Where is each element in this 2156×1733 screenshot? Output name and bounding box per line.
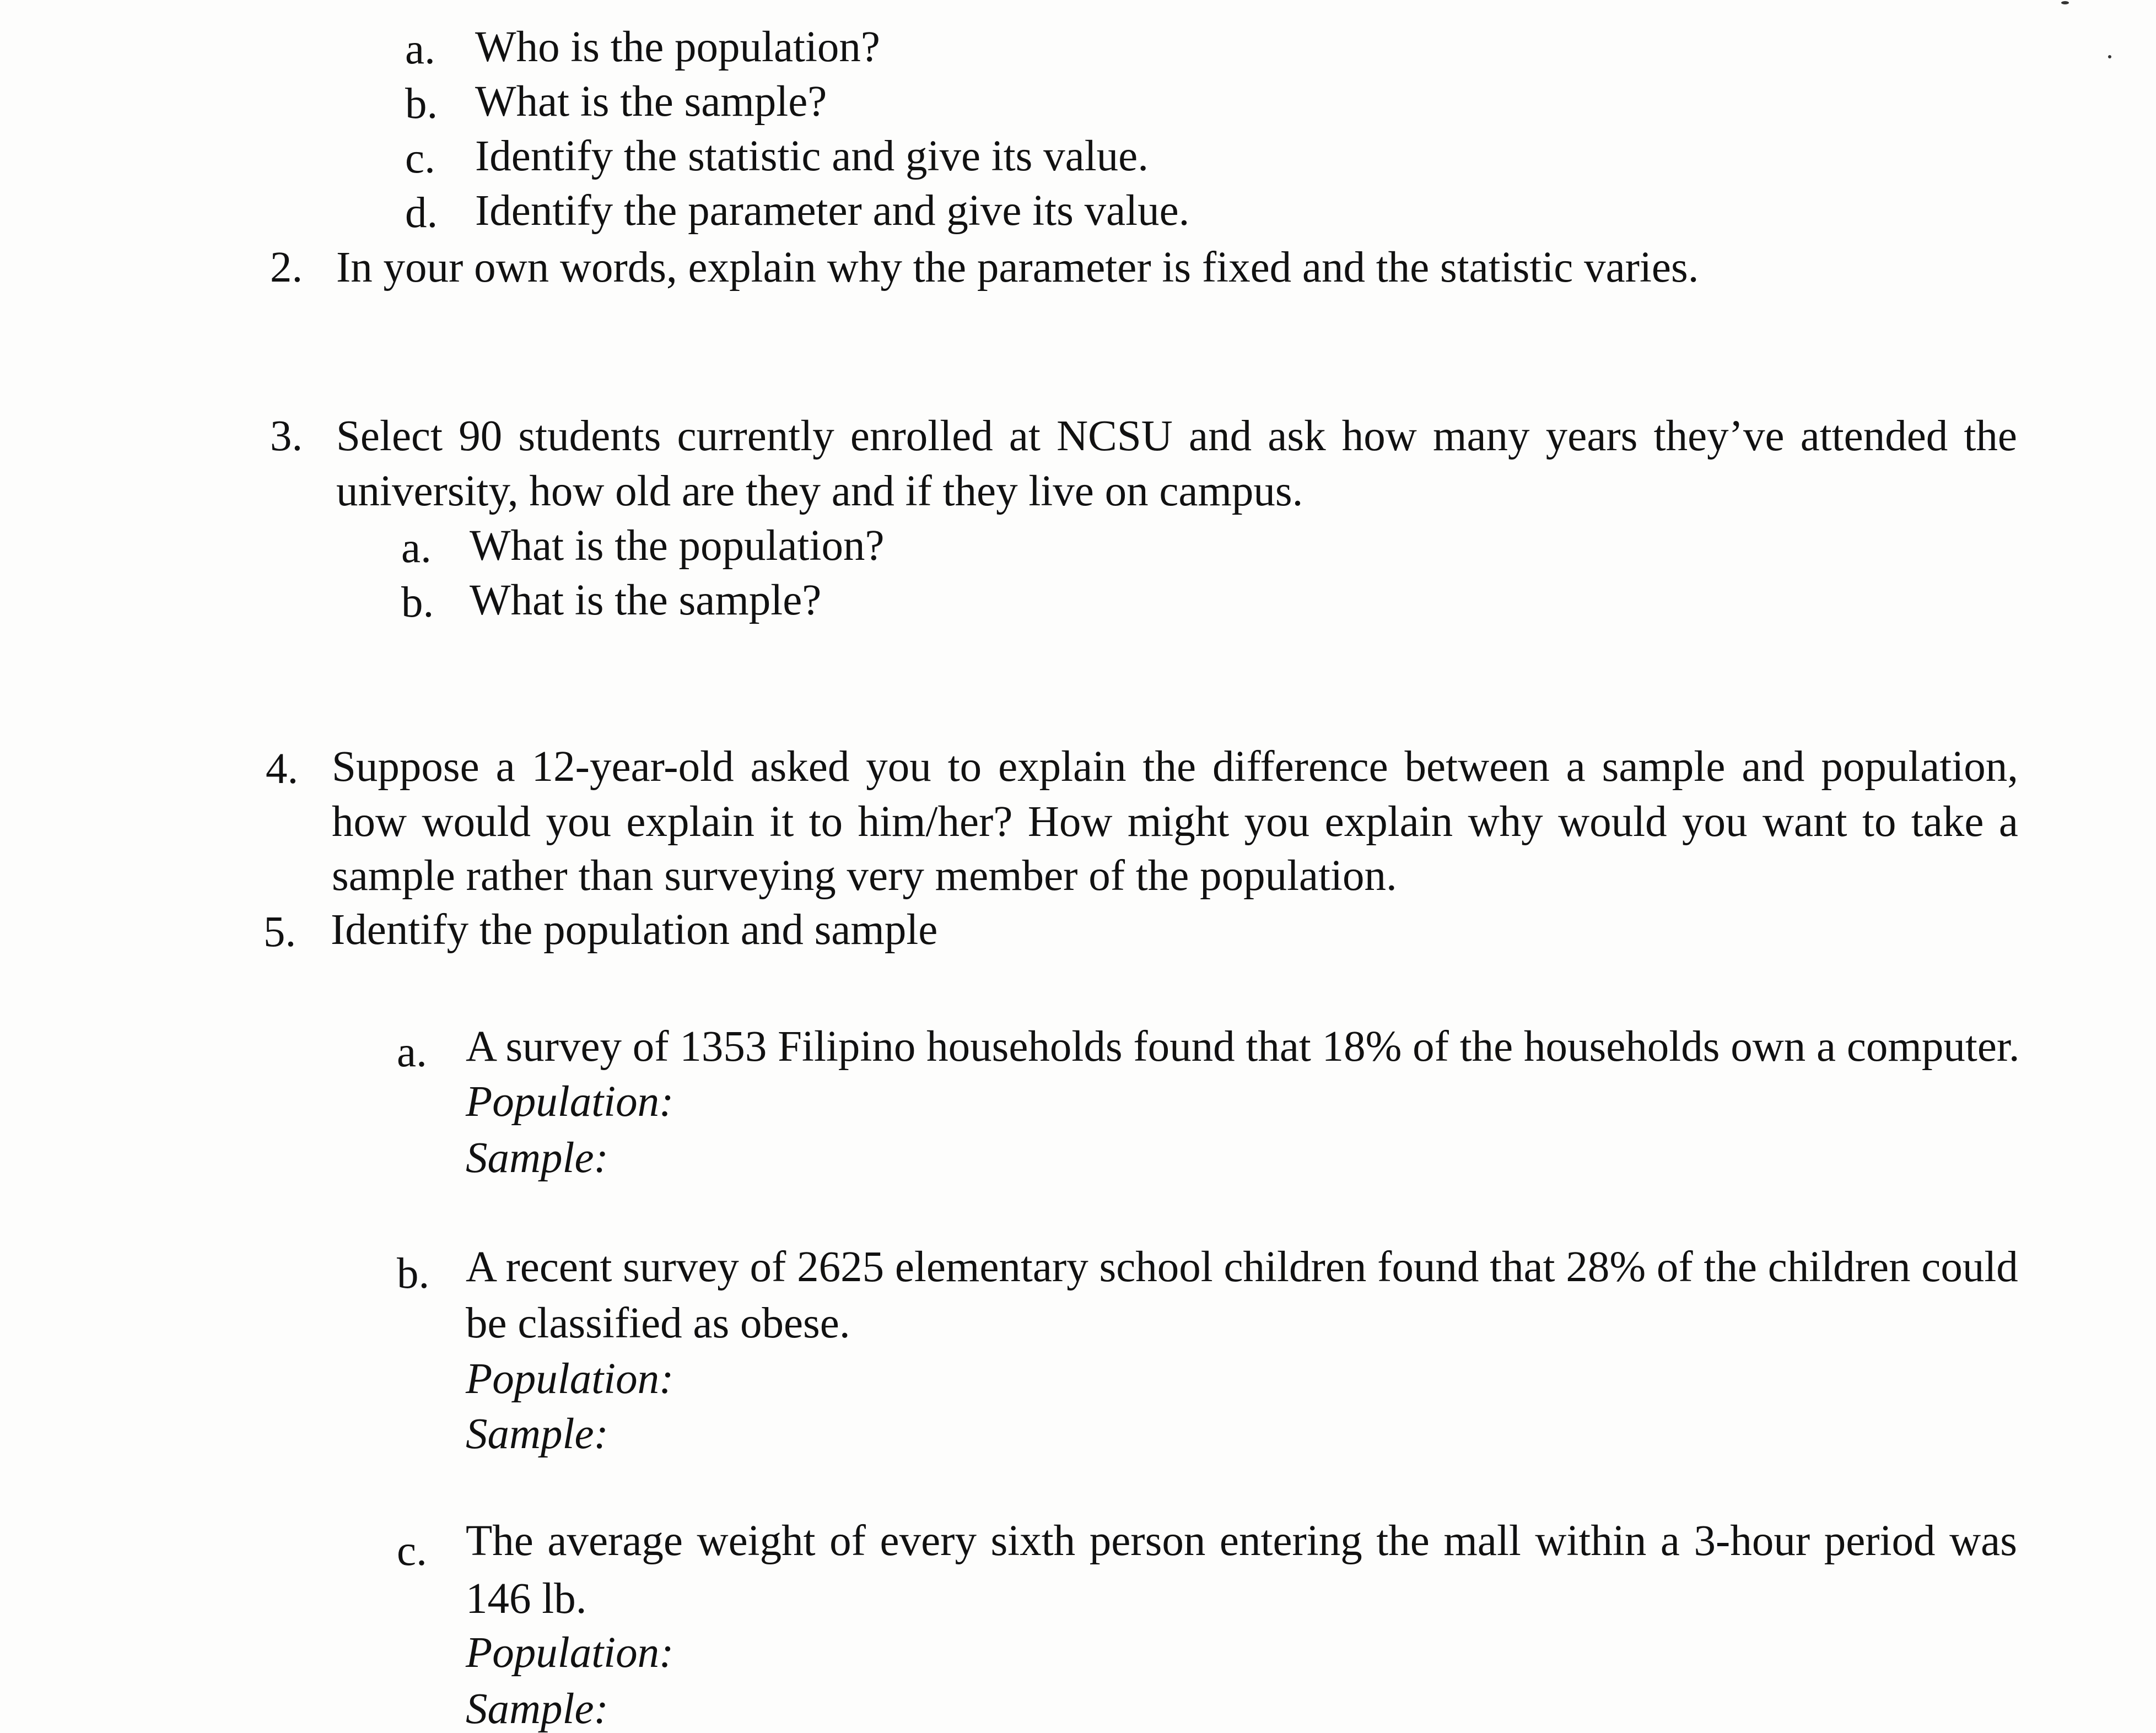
q5-item-b-line-1: A recent survey of 2625 elementary school children found that 28% of the children could bbox=[466, 1243, 2018, 1291]
q5-item-a-marker: a. bbox=[397, 1028, 427, 1076]
q5-item-b-line-2: be classified as obese. bbox=[466, 1299, 850, 1347]
q1-sub-b-marker: b. bbox=[405, 80, 438, 128]
q3-sub-b-marker: b. bbox=[401, 579, 434, 627]
q3-sub-a-marker: a. bbox=[401, 524, 432, 572]
q5-item-b-sample-label: Sample: bbox=[466, 1410, 608, 1458]
q1-sub-a-text: Who is the population? bbox=[475, 23, 880, 71]
q1-sub-c-text: Identify the statistic and give its value. bbox=[475, 132, 1149, 180]
q5-item-a-line-1: A survey of 1353 Filipino households found that 18% of the households own a computer. bbox=[466, 1023, 2020, 1071]
q5-item-c-marker: c. bbox=[397, 1527, 427, 1575]
q4-line-3: sample rather than surveying very member of the population. bbox=[332, 852, 1397, 900]
q3-sub-a-text: What is the population? bbox=[470, 522, 885, 570]
q2-text: In your own words, explain why the parameter is fixed and the statistic varies. bbox=[336, 244, 1699, 291]
q2-number: 2. bbox=[270, 244, 303, 291]
scan-speck bbox=[2061, 1, 2069, 4]
q5-item-c-sample-label: Sample: bbox=[466, 1685, 608, 1733]
q4-number: 4. bbox=[266, 745, 299, 793]
q3-line-2: university, how old are they and if they live on campus. bbox=[336, 467, 1303, 515]
q1-sub-c-marker: c. bbox=[405, 134, 435, 182]
scan-speck bbox=[2108, 55, 2111, 58]
q4-line-1: Suppose a 12-year-old asked you to explain the difference between a sample and population, bbox=[332, 743, 2018, 791]
q1-sub-a-marker: a. bbox=[405, 25, 435, 73]
q5-item-c-population-label: Population: bbox=[466, 1629, 674, 1677]
q5-item-a-sample-label: Sample: bbox=[466, 1134, 608, 1182]
q5-item-b-marker: b. bbox=[397, 1250, 430, 1298]
q3-sub-b-text: What is the sample? bbox=[470, 576, 822, 624]
q1-sub-b-text: What is the sample? bbox=[475, 78, 827, 126]
q4-line-2: how would you explain it to him/her? How might you explain why would you want to take a bbox=[332, 798, 2018, 846]
q5-number: 5. bbox=[263, 908, 297, 956]
q3-line-1: Select 90 students currently enrolled at NCSU and ask how many years they’ve attended the bbox=[336, 412, 2017, 460]
q5-item-c-line-2: 146 lb. bbox=[466, 1575, 587, 1623]
q5-item-a-population-label: Population: bbox=[466, 1078, 674, 1126]
q1-sub-d-text: Identify the parameter and give its value. bbox=[475, 187, 1190, 235]
q5-item-b-population-label: Population: bbox=[466, 1355, 674, 1403]
q5-item-c-line-1: The average weight of every sixth person entering the mall within a 3-hour period was bbox=[466, 1517, 2017, 1565]
q5-text: Identify the population and sample bbox=[331, 906, 938, 954]
q1-sub-d-marker: d. bbox=[405, 189, 438, 237]
q3-number: 3. bbox=[270, 412, 303, 460]
